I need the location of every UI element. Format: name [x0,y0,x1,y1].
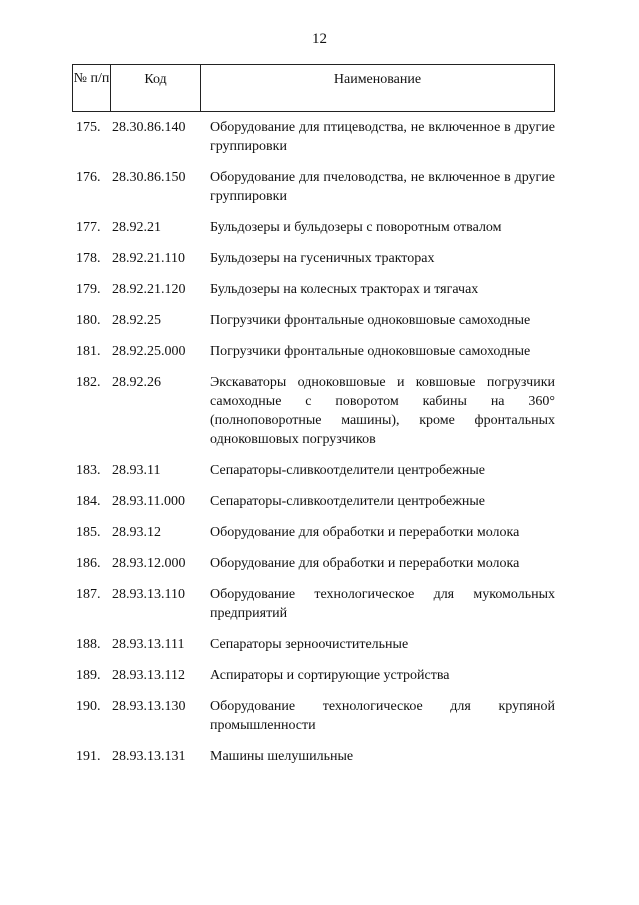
row-number: 184. [76,494,101,509]
row-name: Сепараторы-сливкоотделители центробежные [210,463,485,478]
row-number: 182. [76,375,101,390]
table-row [72,747,555,766]
table-row [72,168,555,206]
header-code: Код [111,65,201,111]
row-name: Погрузчики фронтальные одноковшовые самоходные [210,313,531,328]
row-name: Оборудование для пчеловодства, не включенное в другие группировки [210,170,555,204]
row-number: 189. [76,668,101,683]
table-row [72,218,555,237]
row-code: 28.92.26 [112,375,161,390]
row-number: 183. [76,463,101,478]
header-num: № п/п [73,65,111,111]
row-name: Оборудование технологическое для крупяной промышленности [210,699,555,733]
row-number: 186. [76,556,101,571]
row-number: 176. [76,170,101,185]
page-number: 12 [312,31,327,47]
table-body [72,118,555,778]
row-code: 28.93.11.000 [112,494,185,509]
row-code: 28.92.21.110 [112,251,185,266]
row-name: Бульдозеры на гусеничных тракторах [210,251,435,266]
table-row [72,554,555,573]
row-code: 28.93.13.110 [112,587,185,602]
row-name: Бульдозеры на колесных тракторах и тягачах [210,282,479,297]
row-code: 28.93.13.131 [112,749,186,764]
row-name: Машины шелушильные [210,749,354,764]
row-code: 28.30.86.140 [112,120,186,135]
table-header [72,64,555,112]
row-name: Оборудование для птицеводства, не включенное в другие группировки [210,120,555,154]
table-row [72,118,555,156]
row-number: 187. [76,587,101,602]
row-number: 190. [76,699,101,714]
row-code: 28.93.11 [112,463,161,478]
row-number: 185. [76,525,101,540]
table-row [72,280,555,299]
row-name: Оборудование технологическое для мукомольных предприятий [210,587,555,621]
row-name: Сепараторы зерноочистительные [210,637,409,652]
row-name: Аспираторы и сортирующие устройства [210,668,450,683]
table-row [72,585,555,623]
row-number: 179. [76,282,101,297]
table-row [72,249,555,268]
table-row [72,461,555,480]
row-code: 28.30.86.150 [112,170,186,185]
row-number: 181. [76,344,101,359]
row-number: 191. [76,749,101,764]
table-row [72,635,555,654]
row-code: 28.93.13.130 [112,699,186,714]
row-name: Сепараторы-сливкоотделители центробежные [210,494,485,509]
row-name: Бульдозеры и бульдозеры с поворотным отвалом [210,220,502,235]
row-number: 188. [76,637,101,652]
table-row [72,492,555,511]
row-number: 180. [76,313,101,328]
row-code: 28.92.21 [112,220,161,235]
row-code: 28.92.25 [112,313,161,328]
row-number: 178. [76,251,101,266]
header-name: Наименование [333,72,422,87]
row-code: 28.92.25.000 [112,344,186,359]
table-row [72,311,555,330]
table-row [72,342,555,361]
table-row [72,666,555,685]
row-name: Экскаваторы одноковшовые и ковшовые погрузчики самоходные с поворотом кабины на 360° (полноповоротные машины), кроме фронтальных одноковшовых погрузчиков [210,375,555,447]
table-row [72,523,555,542]
table-row [72,697,555,735]
row-code: 28.92.21.120 [112,282,186,297]
row-number: 177. [76,220,101,235]
row-code: 28.93.13.112 [112,668,185,683]
row-code: 28.93.12.000 [112,556,186,571]
row-number: 175. [76,120,101,135]
row-code: 28.93.13.111 [112,637,185,652]
row-name: Оборудование для обработки и переработки молока [210,525,520,540]
table-row [72,373,555,449]
row-code: 28.93.12 [112,525,161,540]
row-name: Погрузчики фронтальные одноковшовые самоходные [210,344,531,359]
row-name: Оборудование для обработки и переработки молока [210,556,520,571]
